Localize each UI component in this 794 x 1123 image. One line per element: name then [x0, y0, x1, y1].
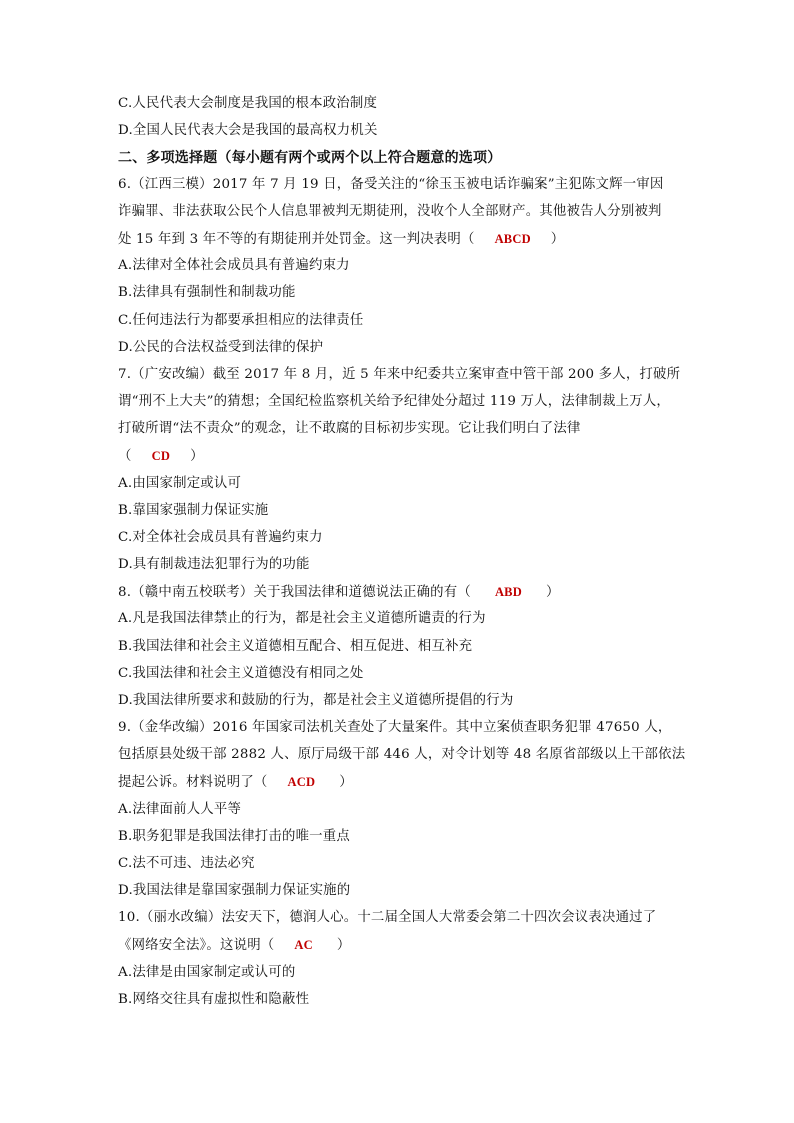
option-a: A.法律面前人人平等: [118, 802, 242, 817]
question-9-stem: [118, 772, 678, 793]
question-6-stem: 诈骗罪、非法获取公民个人信息罪被判无期徒刑，没收个人全部财产。其他被告人分别被判: [118, 204, 662, 219]
answer-key: ACD: [287, 775, 316, 789]
section-title: 二、多项选择题（每小题有两个或两个以上符合题意的选项）: [118, 150, 502, 166]
option-c: C.我国法律和社会主义道德没有相同之处: [118, 666, 364, 681]
question-8-stem-text: 8.（赣中南五校联考）关于我国法律和道德说法正确的有（: [118, 585, 471, 600]
option-d: D.我国法律是靠国家强制力保证实施的: [118, 883, 351, 898]
close-paren: ）: [550, 232, 565, 247]
option-b: B.靠国家强制力保证实施: [118, 503, 269, 518]
question-9-stem: 9.（金华改编）2016 年国家司法机关查处了大量案件。其中立案侦查职务犯罪 47650 人，: [118, 720, 672, 735]
option-b: B.我国法律和社会主义道德相互配合、相互促进、相互补充: [118, 639, 473, 654]
question-10-stem-text: 《网络安全法》。这说明（: [118, 938, 275, 953]
question-10-stem: [118, 935, 678, 956]
option-a: A.由国家制定或认可: [118, 476, 242, 491]
option-c: C.对全体社会成员具有普遍约束力: [118, 530, 323, 545]
option-b: B.法律具有强制性和制裁功能: [118, 285, 296, 300]
option-b: B.职务犯罪是我国法律打击的唯一重点: [118, 829, 350, 844]
option-line: D.全国人民代表大会是我国的最高权力机关: [118, 123, 378, 138]
option-d: D.具有制裁违法犯罪行为的功能: [118, 557, 310, 572]
option-a: A.凡是我国法律禁止的行为，都是社会主义道德所谴责的行为: [118, 611, 486, 626]
answer-key: CD: [151, 449, 171, 463]
option-a: A.法律是由国家制定或认可的: [118, 965, 296, 980]
option-line: C.人民代表大会制度是我国的根本政治制度: [118, 96, 378, 111]
question-7-stem: 谓“刑不上大夫”的猜想；全国纪检监察机关给予纪律处分超过 119 万人，法律制裁上万人，: [118, 394, 671, 409]
close-paren: ）: [190, 449, 204, 464]
question-9-stem-text: 提起公诉。材料说明了（: [118, 775, 268, 790]
close-paren: ）: [339, 775, 353, 790]
answer-key: ABD: [494, 585, 522, 599]
close-paren: ）: [336, 938, 351, 953]
option-c: C.任何违法行为都要承担相应的法律责任: [118, 313, 364, 328]
question-7-stem: 7.（广安改编）截至 2017 年 8 月，近 5 年来中纪委共立案审查中管干部 200 多人，打破所: [118, 367, 681, 382]
answer-key: ABCD: [494, 232, 531, 246]
question-9-stem: 包括原县处级干部 2882 人、原厅局级干部 446 人，对令计划等 48 名原省部级以上干部依法: [118, 747, 686, 762]
option-a: A.法律对全体社会成员具有普遍约束力: [118, 258, 350, 273]
option-d: D.我国法律所要求和鼓励的行为，都是社会主义道德所提倡的行为: [118, 693, 514, 708]
option-c: C.法不可违、违法必究: [118, 856, 255, 871]
question-8-stem: [118, 582, 678, 603]
question-6-stem: 6.（江西三模）2017 年 7 月 19 日，备受关注的“徐玉玉被电话诈骗案”主犯陈文辉一审因: [118, 177, 664, 192]
question-6-stem: [118, 229, 678, 250]
question-7-stem: [118, 446, 678, 467]
question-7-stem: 打破所谓“法不责众”的观念，让不敢腐的目标初步实现。它让我们明白了法律: [118, 421, 581, 436]
question-10-stem: 10.（丽水改编）法安天下，德润人心。十二届全国人大常委会第二十四次会议表决通过了: [118, 910, 657, 925]
answer-key: AC: [294, 938, 313, 952]
close-paren: ）: [545, 585, 560, 600]
open-paren: （: [118, 449, 132, 464]
option-d: D.公民的合法权益受到法律的保护: [118, 340, 324, 355]
question-6-stem-text: 处 15 年到 3 年不等的有期徒刑并处罚金。这一判决表明（: [118, 232, 475, 247]
option-b: B.网络交往具有虚拟性和隐蔽性: [118, 992, 310, 1007]
